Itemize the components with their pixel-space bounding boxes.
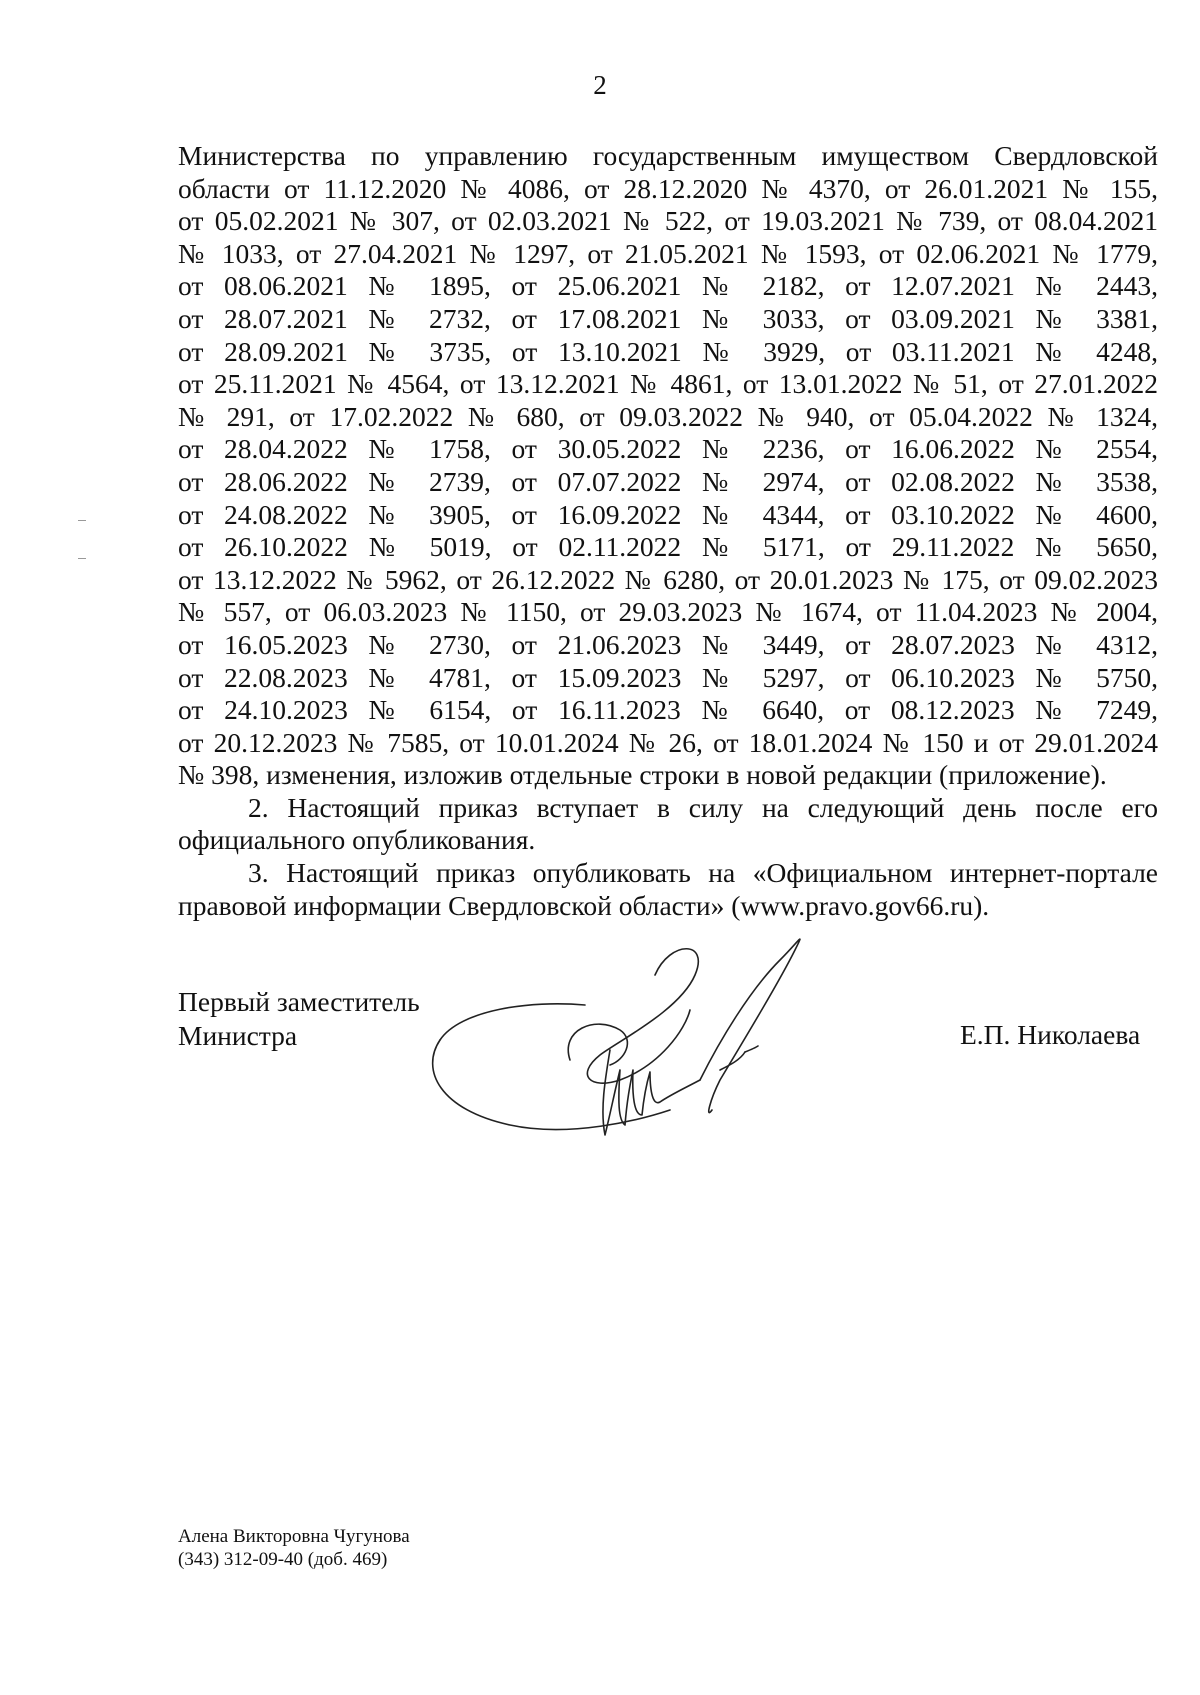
margin-mark [78, 558, 86, 559]
body-line: от 28.04.2022 № 1758, от 30.05.2022 № 2236, от 16.06.2022 № 2554, [178, 433, 1158, 465]
body-line: от 08.06.2021 № 1895, от 25.06.2021 № 2182, от 12.07.2021 № 2443, [178, 270, 1158, 302]
body-line: № 1033, от 27.04.2021 № 1297, от 21.05.2021 № 1593, от 02.06.2021 № 1779, [178, 237, 1158, 269]
signer-position [178, 985, 420, 1053]
body-line: от 20.12.2023 № 7585, от 10.01.2024 № 26, от 18.01.2024 № 150 и от 29.01.2024 [178, 726, 1158, 758]
body-line: от 22.08.2023 № 4781, от 15.09.2023 № 5297, от 06.10.2023 № 5750, [178, 661, 1158, 693]
body-line: области от 11.12.2020 № 4086, от 28.12.2020 № 4370, от 26.01.2021 № 155, [178, 172, 1158, 204]
body-line: № 557, от 06.03.2023 № 1150, от 29.03.2023 № 1674, от 11.04.2023 № 2004, [178, 596, 1158, 628]
signer-position-line: Первый заместитель [178, 986, 420, 1017]
body-line: от 28.06.2022 № 2739, от 07.07.2022 № 2974, от 02.08.2022 № 3538, [178, 465, 1158, 497]
body-line: Министерства по управлению государственным имуществом Свердловской [178, 140, 1158, 171]
body-line: от 16.05.2023 № 2730, от 21.06.2023 № 3449, от 28.07.2023 № 4312, [178, 628, 1158, 660]
contact-phone: (343) 312-09-40 (доб. 469) [178, 1549, 388, 1570]
body-line: от 05.02.2021 № 307, от 02.03.2021 № 522, от 19.03.2021 № 739, от 08.04.2021 [178, 205, 1158, 237]
signer-position-line: Министра [178, 1020, 298, 1051]
body-line: от 24.08.2022 № 3905, от 16.09.2022 № 4344, от 03.10.2022 № 4600, [178, 498, 1158, 530]
body-line: от 28.09.2021 № 3735, от 13.10.2021 № 3929, от 03.11.2021 № 4248, [178, 335, 1158, 367]
body-line: от 26.10.2022 № 5019, от 02.11.2022 № 5171, от 29.11.2022 № 5650, [178, 531, 1158, 563]
contact-block [178, 1525, 410, 1571]
body-line: № 291, от 17.02.2022 № 680, от 09.03.2022 № 940, от 05.04.2022 № 1324, [178, 400, 1158, 432]
handwritten-signature [420, 920, 890, 1170]
page-number: 2 [593, 70, 607, 100]
signer-name: Е.П. Николаева [960, 1019, 1141, 1050]
contact-name: Алена Викторовна Чугунова [178, 1526, 410, 1547]
body-line: от 13.12.2022 № 5962, от 26.12.2022 № 6280, от 20.01.2023 № 175, от 09.02.2023 [178, 563, 1158, 595]
paragraph-3-line: правовой информации Свердловской области» (www.pravo.gov66.ru). [178, 889, 990, 921]
paragraph-2-line: официального опубликования. [178, 824, 536, 856]
body-line: от 28.07.2021 № 2732, от 17.08.2021 № 3033, от 03.09.2021 № 3381, [178, 302, 1158, 334]
document-body [178, 140, 1158, 922]
margin-mark [78, 520, 86, 521]
body-line: от 24.10.2023 № 6154, от 16.11.2023 № 6640, от 08.12.2023 № 7249, [178, 694, 1158, 726]
body-line: № 398, изменения, изложив отдельные строки в новой редакции (приложение). [178, 759, 1107, 791]
paragraph-2-line: 2. Настоящий приказ вступает в силу на следующий день после его [248, 791, 1158, 823]
body-line: от 25.11.2021 № 4564, от 13.12.2021 № 4861, от 13.01.2022 № 51, от 27.01.2022 [178, 368, 1158, 400]
paragraph-3-line: 3. Настоящий приказ опубликовать на «Официальном интернет-портале [248, 857, 1158, 889]
